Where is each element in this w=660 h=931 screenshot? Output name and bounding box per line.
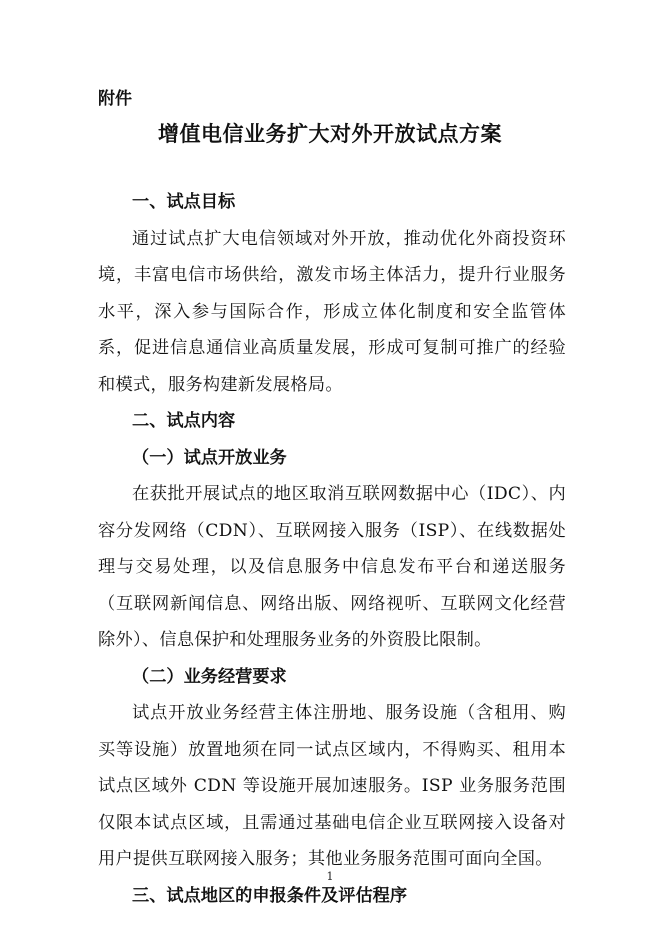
subsection-heading-requirements: （二）业务经营要求 — [132, 666, 287, 687]
attachment-label: 附件 — [98, 89, 132, 109]
subsection-paragraph-requirements: 试点开放业务经营主体注册地、服务设施（含租用、购买等设施）放置地须在同一试点区域内，不得购买、租用本试点区域外 CDN 等设施开展加速服务。ISP 业务服务范围仅限本试点区域，且需通过基础电信企业互联网接入设备对用户提供互联网接入服务；其他业务服务范围可面向全国。 — [98, 703, 566, 869]
section-paragraph-goals: 通过试点扩大电信领域对外开放，推动优化外商投资环境，丰富电信市场供给，激发市场主体活力，提升行业服务水平，深入参与国际合作，形成立体化制度和安全监管体系，促进信息通信业高质量发展，形成可复制可推广的经验和模式，服务构建新发展格局。 — [98, 228, 566, 395]
document-title: 增值电信业务扩大对外开放试点方案 — [158, 121, 502, 146]
section-heading-content: 二、试点内容 — [132, 411, 236, 431]
section-heading-goals: 一、试点目标 — [132, 192, 236, 212]
document-body — [98, 184, 566, 914]
subsection-heading-open-business: （一）试点开放业务 — [132, 447, 287, 468]
section-heading-application: 三、试点地区的申报条件及评估程序 — [132, 885, 408, 906]
subsection-paragraph-open-business: 在获批开展试点的地区取消互联网数据中心（IDC）、内容分发网络（CDN）、互联网接入服务（ISP）、在线数据处理与交易处理，以及信息服务中信息发布平台和递送服务（互联网新闻信息、网络出版、网络视听、互联网文化经营除外）、信息保护和处理服务业务的外资股比限制。 — [98, 484, 566, 650]
page-number: 1 — [326, 870, 334, 883]
